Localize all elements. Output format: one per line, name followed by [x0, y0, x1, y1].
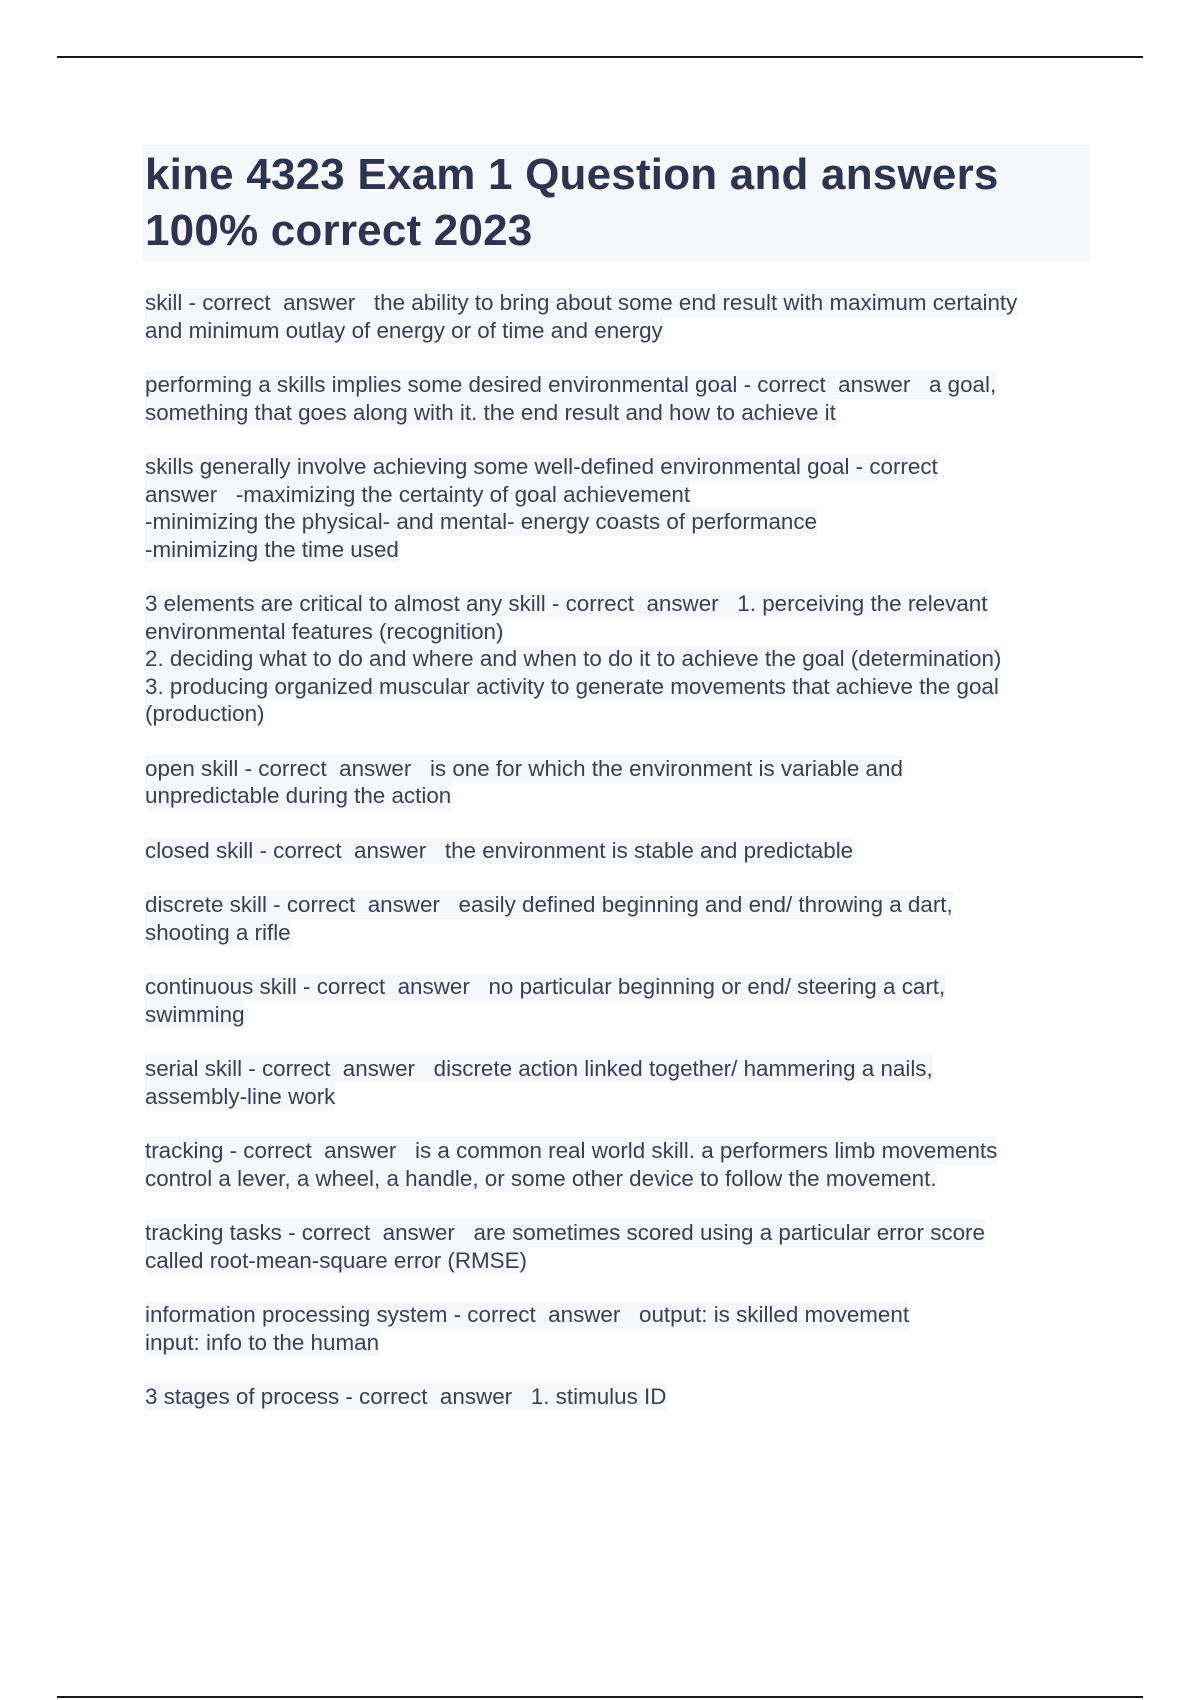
qa-text-line: 3. producing organized muscular activity to generate movements that achieve the goal	[145, 673, 999, 699]
qa-text-line: 3 stages of process - correct answer 1. stimulus ID	[145, 1384, 667, 1409]
qa-entry	[145, 973, 1090, 1028]
qa-text-line: continuous skill - correct answer no particular beginning or end/ steering a cart,	[145, 974, 946, 999]
qa-text-line: skill - correct answer the ability to bring about some end result with maximum certainty	[145, 290, 1018, 315]
qa-text-line: discrete skill - correct answer easily defined beginning and end/ throwing a dart,	[145, 892, 953, 917]
qa-entry	[145, 1055, 1090, 1110]
title-line-1: kine 4323 Exam 1 Question and answers	[145, 150, 999, 199]
qa-text-line: assembly-line work	[145, 1083, 336, 1109]
qa-entry	[145, 289, 1090, 344]
qa-entry	[145, 837, 1090, 865]
qa-text-line: (production)	[145, 701, 265, 726]
qa-entry	[145, 1219, 1090, 1274]
qa-entry	[145, 590, 1090, 728]
title-line-2: 100% correct 2023	[145, 206, 533, 255]
qa-entry	[145, 371, 1090, 426]
qa-text-line: called root-mean-square error (RMSE)	[145, 1247, 528, 1273]
qa-text-line: swimming	[145, 1001, 245, 1027]
qa-text-line: performing a skills implies some desired environmental goal - correct answer a goal,	[145, 372, 997, 397]
qa-list	[145, 289, 1090, 1411]
qa-entry	[145, 453, 1090, 563]
qa-text-line: open skill - correct answer is one for which the environment is variable and	[145, 755, 903, 781]
qa-text-line: unpredictable during the action	[145, 783, 452, 808]
qa-entry	[145, 755, 1090, 810]
document-title	[143, 145, 1090, 261]
qa-text-line: 3 elements are critical to almost any skill - correct answer 1. perceiving the relevant	[145, 591, 988, 616]
qa-text-line: serial skill - correct answer discrete action linked together/ hammering a nails,	[145, 1056, 933, 1081]
qa-text-line: shooting a rifle	[145, 919, 291, 945]
qa-text-line: 2. deciding what to do and where and when to do it to achieve the goal (determination)	[145, 646, 1002, 671]
qa-entry	[145, 891, 1090, 946]
qa-entry	[145, 1301, 1090, 1356]
qa-text-line: information processing system - correct answer output: is skilled movement	[145, 1302, 910, 1327]
qa-text-line: tracking - correct answer is a common real world skill. a performers limb movements	[145, 1138, 998, 1163]
qa-text-line: -minimizing the time used	[145, 536, 399, 562]
qa-text-line: environmental features (recognition)	[145, 618, 504, 644]
qa-entry	[145, 1137, 1090, 1192]
qa-text-line: control a lever, a wheel, a handle, or some other device to follow the movement.	[145, 1165, 937, 1191]
qa-text-line: closed skill - correct answer the environment is stable and predictable	[145, 837, 854, 863]
qa-text-line: something that goes along with it. the end result and how to achieve it	[145, 399, 836, 425]
qa-text-line: answer -maximizing the certainty of goal achievement	[145, 481, 691, 507]
qa-text-line: skills generally involve achieving some well-defined environmental goal - correct	[145, 454, 938, 479]
qa-text-line: and minimum outlay of energy or of time and energy	[145, 317, 663, 343]
header-rule	[57, 56, 1143, 58]
qa-text-line: input: info to the human	[145, 1329, 380, 1355]
footer-rule	[57, 1696, 1143, 1698]
qa-entry	[145, 1383, 1090, 1411]
qa-text-line: -minimizing the physical- and mental- energy coasts of performance	[145, 509, 818, 534]
document-body	[145, 145, 1090, 1438]
qa-text-line: tracking tasks - correct answer are sometimes scored using a particular error score	[145, 1220, 985, 1245]
